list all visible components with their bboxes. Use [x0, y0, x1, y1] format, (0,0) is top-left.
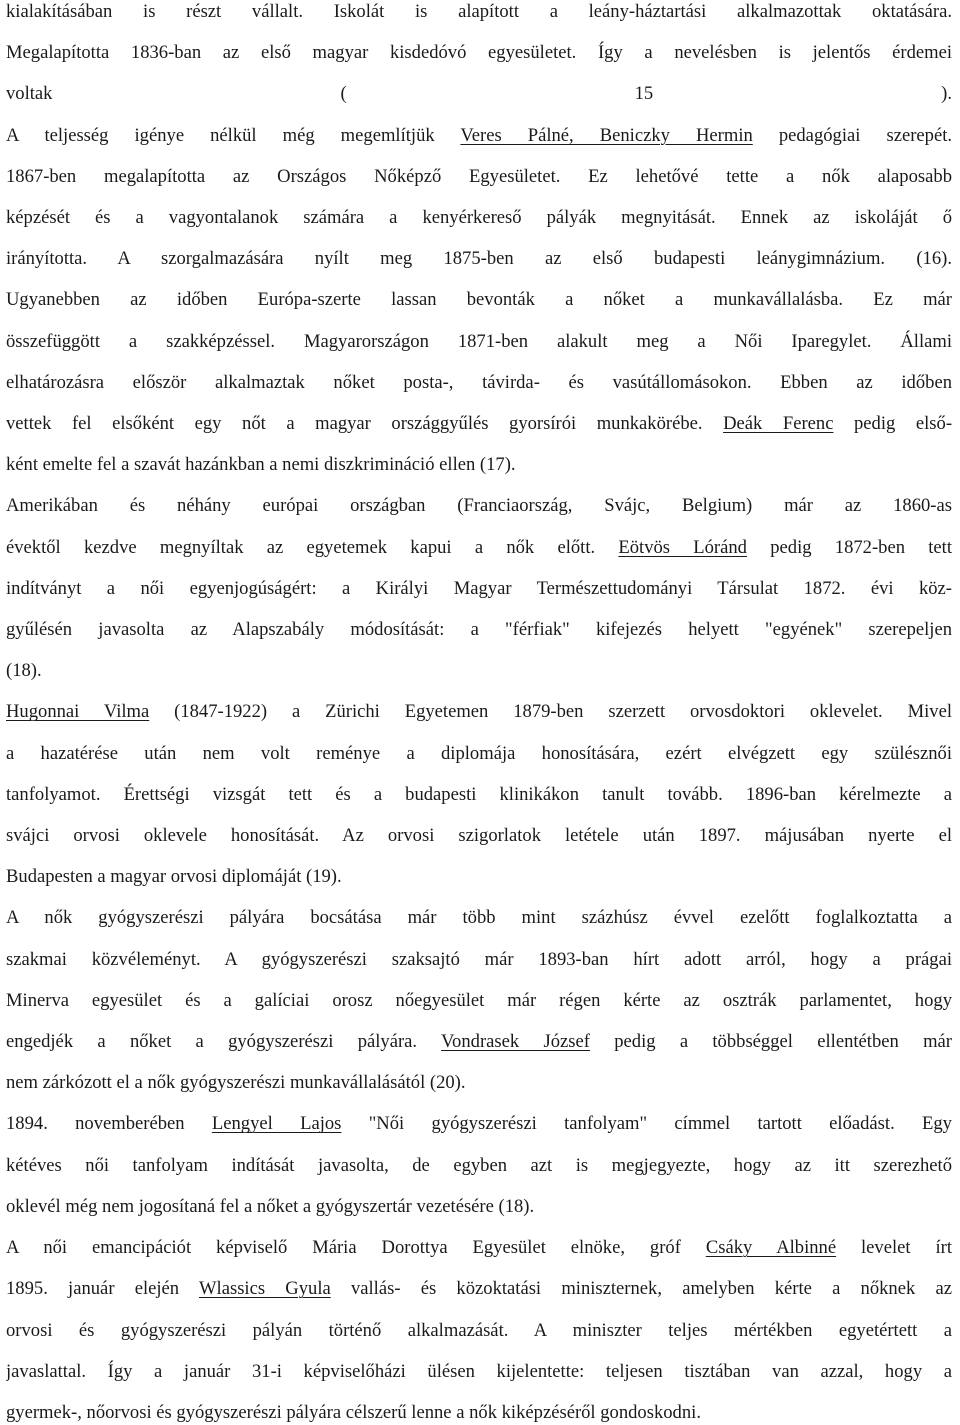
name-link[interactable]: Hugonnai Vilma [6, 701, 150, 723]
text-run: Amerikában és néhány európai országban (Franciaország, Svájc, Belgium) már az 1860-as [6, 495, 952, 517]
text-run: szakmai közvéleményt. A gyógyszerészi szaksajtó már 1893-ban hírt adott arról, hogy a prágai [6, 948, 952, 970]
text-run: pedig a többséggel ellentétben már [589, 1031, 952, 1053]
text-run: Minerva egyesület és a galíciai orosz nőegyesület már régen kérte az osztrák parlamentet, hogy [6, 989, 952, 1011]
text-line [6, 115, 952, 156]
text-line [6, 32, 952, 73]
name-link[interactable]: Eötvös Lóránd [618, 536, 747, 558]
name-link[interactable]: Veres Pálné, Beniczky Hermin [460, 124, 753, 146]
text-line [6, 939, 952, 980]
paragraph [6, 691, 952, 897]
text-run: javaslattal. Így a január 31-i képviselőházi ülésen kijelentette: teljesen tisztában van azzal, hogy a [6, 1360, 952, 1382]
text-run: kialakításában is részt vállalt. Iskolát is alapított a leány-háztartási alkalmazottak oktatására. [6, 1, 952, 22]
text-line [6, 279, 952, 320]
text-run: oklevél még nem jogosítaná fel a nőket a gyógyszertár vezetésére (18). [6, 1195, 535, 1217]
text-run: összefüggött a szakképzéssel. Magyarországon 1871-ben alakult meg a Női Iparegylet. Állami [6, 330, 952, 352]
text-line [6, 774, 952, 815]
text-line [6, 856, 952, 897]
text-line [6, 815, 952, 856]
text-line [6, 1392, 952, 1425]
text-run: (1847-1922) a Zürichi Egyetemen 1879-ben szerzett orvosdoktori oklevelet. Mivel [149, 701, 952, 723]
text-run: svájci orvosi oklevele honosítását. Az orvosi szigorlatok letétele után 1897. májusában nyerte el [6, 825, 952, 847]
text-run: engedjék a nőket a gyógyszerészi pályára. [6, 1031, 442, 1053]
text-line [6, 980, 952, 1021]
text-line [6, 527, 952, 568]
paragraph [6, 0, 952, 485]
name-link[interactable]: Csáky Albinné [705, 1237, 837, 1259]
text-line [6, 197, 952, 238]
paragraph [6, 1227, 952, 1425]
text-line [6, 1310, 952, 1351]
text-line [6, 156, 952, 197]
text-line [6, 897, 952, 938]
text-run: indítványt a női egyenjogúságért: a Királyi Magyar Természettudományi Társulat 1872. évi köz- [6, 577, 952, 599]
text-run: A nők gyógyszerészi pályára bocsátása már több mint százhúsz évvel ezelőtt foglalkoztatta a [6, 907, 952, 929]
text-run: "Női gyógyszerészi tanfolyam" címmel tartott előadást. Egy [341, 1113, 952, 1135]
text-run: elhatározásra először alkalmaztak nőket posta-, távirda- és vasútállomásokon. Ebben az időben [6, 371, 952, 393]
text-line [6, 568, 952, 609]
text-run: gyűlésén javasolta az Alapszabály módosítását: a "férfiak" kifejezés helyett "egyének" szerepeljen [6, 619, 952, 641]
text-run: gyermek-, nőorvosi és gyógyszerészi pályára célszerű lenne a nők kiképzéséről gondoskodni. [6, 1401, 701, 1423]
text-line [6, 321, 952, 362]
text-line [6, 362, 952, 403]
text-line [6, 691, 952, 732]
text-run: orvosi és gyógyszerészi pályán történő alkalmazását. A miniszter teljes mértékben egyetértett a [6, 1319, 952, 1341]
text-run: (18). [6, 660, 42, 682]
paragraph [6, 897, 952, 1103]
text-line [6, 1227, 952, 1268]
text-line [6, 485, 952, 526]
text-run: évektől kezdve megnyíltak az egyetemek kapui a nők előtt. [6, 536, 619, 558]
text-line [6, 73, 952, 114]
text-line [6, 650, 952, 691]
text-run: Budapesten a magyar orvosi diplomáját (19). [6, 866, 342, 888]
text-run: pedagógiai szerepét. [752, 124, 952, 146]
paragraph [6, 1103, 952, 1227]
text-line [6, 403, 952, 444]
text-run: vallás- és közoktatási miniszternek, amelyben kérte a nőknek az [330, 1278, 952, 1300]
text-run: tanfolyamot. Érettségi vizsgát tett és a budapesti klinikákon tanult tovább. 1896-ban kérelmezte a [6, 783, 952, 805]
text-run: 1867-ben megalapította az Országos Nőképző Egyesületet. Ez lehetővé tette a nők alaposabb [6, 165, 952, 187]
text-run: pedig első- [833, 413, 952, 435]
text-run: vettek fel elsőként egy nőt a magyar országgyűlés gyorsírói munkakörébe. [6, 413, 724, 435]
text-run: A női emancipációt képviselő Mária Dorottya Egyesület elnöke, gróf [6, 1237, 706, 1259]
text-run: A teljesség igénye nélkül még megemlítjük [6, 124, 461, 146]
text-run: a hazatérése után nem volt reménye a diplomája honosítására, ezért elvégzett egy szülésznői [6, 742, 952, 764]
paragraph [6, 485, 952, 691]
text-line [6, 1103, 952, 1144]
text-line [6, 1021, 952, 1062]
text-run: képzését és a vagyontalanok számára a kenyérkereső pályák megnyitását. Ennek az iskoláját ő [6, 207, 952, 229]
text-run: irányította. A szorgalmazására nyílt meg 1875-ben az első budapesti leánygimnázium. (16). [6, 248, 952, 270]
text-run: nem zárkózott el a nők gyógyszerészi munkavállalásától (20). [6, 1072, 466, 1094]
text-line [6, 1145, 952, 1186]
text-run: 1894. novemberében [6, 1113, 212, 1135]
text-line [6, 238, 952, 279]
text-line [6, 1186, 952, 1227]
text-run: levelet írt [836, 1237, 952, 1259]
text-run: pedig 1872-ben tett [746, 536, 952, 558]
text-run: Ugyanebben az időben Európa-szerte lassan bevonták a nőket a munkavállalásba. Ez már [6, 289, 952, 311]
text-line [6, 733, 952, 774]
text-line [6, 1268, 952, 1309]
name-link[interactable]: Lengyel Lajos [211, 1113, 342, 1135]
text-run: voltak ( 15 ). [6, 83, 952, 105]
text-run: Megalapította 1836-ban az első magyar kisdedóvó egyesületet. Így a nevelésben is jelentős érdemei [6, 42, 952, 64]
text-run: 1895. január elején [6, 1278, 199, 1300]
text-line [6, 444, 952, 485]
text-run: ként emelte fel a szavát hazánkban a nemi diszkrimináció ellen (17). [6, 454, 516, 476]
name-link[interactable]: Vondrasek József [441, 1031, 590, 1053]
text-line [6, 1062, 952, 1103]
name-link[interactable]: Deák Ferenc [723, 413, 834, 435]
text-line [6, 609, 952, 650]
text-run: kétéves női tanfolyam indítását javasolta, de egyben azt is megjegyezte, hogy az itt szerezhető [6, 1154, 952, 1176]
text-line [6, 1351, 952, 1392]
name-link[interactable]: Wlassics Gyula [198, 1278, 331, 1300]
text-line [6, 0, 952, 32]
